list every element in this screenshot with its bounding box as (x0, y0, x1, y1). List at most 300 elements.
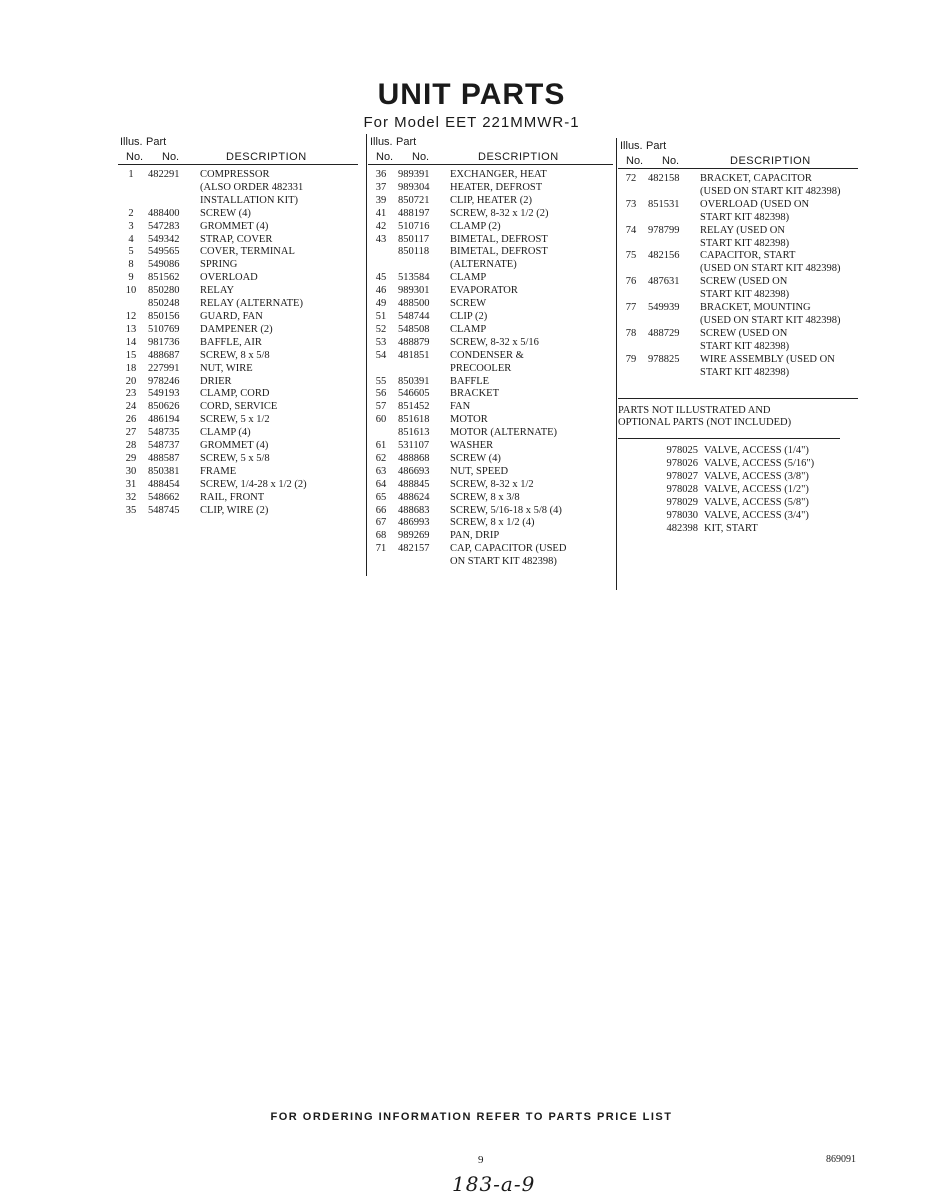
header-illus: Illus. (370, 136, 393, 148)
header-illus: Illus. (620, 140, 643, 152)
part-description: RELAY (200, 285, 235, 297)
illus-no: 68 (375, 530, 387, 542)
parts-row (618, 315, 858, 328)
parts-row (368, 414, 613, 427)
parts-rows (118, 169, 358, 517)
part-no: 488400 (148, 207, 180, 219)
illus-no: 49 (375, 298, 387, 310)
part-no: 981736 (148, 336, 180, 348)
parts-row (368, 543, 613, 556)
column-divider (366, 134, 367, 576)
parts-row (118, 298, 358, 311)
illus-no: 5 (128, 246, 134, 258)
part-description: CLAMP (4) (200, 427, 251, 439)
parts-row (618, 263, 858, 276)
part-no: 227991 (148, 362, 180, 374)
part-no: 548744 (398, 310, 430, 322)
part-no: 850118 (398, 246, 430, 258)
part-no: 549565 (148, 246, 180, 258)
part-description: START KIT 482398) (700, 237, 790, 249)
part-description: SCREW, 8-32 x 5/16 (450, 336, 539, 348)
parts-row (618, 173, 858, 186)
part-no: 482291 (148, 169, 180, 180)
parts-row (368, 221, 613, 234)
part-description: CAPACITOR, START (700, 250, 796, 262)
part-no: 547283 (148, 220, 180, 232)
part-no: 487631 (648, 276, 680, 288)
illus-no: 39 (375, 194, 387, 206)
illus-no: 14 (125, 336, 137, 348)
header-illus-no: No. (376, 151, 394, 163)
page-number: 9 (478, 1154, 484, 1166)
header-part-no: No. (162, 151, 180, 163)
illus-no: 1 (128, 169, 134, 180)
part-no: 488868 (398, 452, 430, 464)
illus-no: 27 (125, 427, 137, 439)
header-part-no: No. (662, 155, 680, 167)
parts-row (118, 505, 358, 518)
part-description: WIRE ASSEMBLY (USED ON (700, 353, 835, 365)
part-description: CLAMP (450, 323, 487, 335)
illus-no: 12 (125, 310, 137, 322)
part-description: SCREW, 8-32 x 1/2 (2) (450, 207, 549, 219)
part-no: 850117 (398, 233, 430, 245)
part-description: KIT, START (704, 522, 758, 534)
part-no: 486194 (148, 414, 180, 426)
part-no (644, 341, 700, 354)
part-description: VALVE, ACCESS (3/4") (704, 509, 809, 521)
parts-row (118, 363, 358, 376)
illus-no (368, 363, 394, 376)
parts-row (618, 328, 858, 341)
illus-no (618, 341, 644, 354)
part-description: VALVE, ACCESS (1/2") (704, 484, 809, 496)
illus-no: 8 (128, 259, 134, 271)
illus-no: 10 (125, 285, 137, 297)
part-no: 513584 (398, 272, 430, 284)
part-description: BAFFLE, AIR (200, 336, 262, 348)
illus-no: 46 (375, 285, 387, 297)
illus-no: 74 (625, 224, 637, 236)
illus-no: 61 (375, 440, 387, 452)
illus-no: 20 (125, 375, 137, 387)
part-no: 548508 (398, 323, 430, 335)
part-description: COMPRESSOR (200, 169, 270, 180)
part-no: 549342 (148, 233, 180, 245)
part-description: BIMETAL, DEFROST (450, 246, 548, 258)
parts-row (118, 195, 358, 208)
illus-no: 3 (128, 220, 134, 232)
notes-line-2: OPTIONAL PARTS (NOT INCLUDED) (618, 417, 792, 429)
illus-no (368, 259, 394, 272)
part-no: 548735 (148, 427, 180, 439)
header-part: Part (146, 136, 167, 148)
parts-row (618, 212, 858, 225)
parts-row (118, 466, 358, 479)
optional-parts-list (618, 445, 858, 535)
part-description: RELAY (USED ON (700, 224, 785, 236)
parts-row (118, 169, 358, 182)
parts-row (368, 246, 613, 259)
illus-no (618, 367, 644, 380)
illus-no (618, 315, 644, 328)
part-no: 978027 (666, 471, 698, 483)
parts-row (368, 272, 613, 285)
parts-row (118, 388, 358, 401)
illus-no: 53 (375, 336, 387, 348)
part-no: 482156 (648, 250, 680, 262)
parts-row (618, 302, 858, 315)
illus-no: 43 (375, 233, 387, 245)
part-no: 482158 (648, 173, 680, 184)
illus-no: 26 (125, 414, 137, 426)
part-description: CORD, SERVICE (200, 401, 278, 413)
parts-row (618, 250, 858, 263)
illus-no (118, 298, 144, 311)
part-no: 488687 (148, 349, 180, 361)
part-description: COVER, TERMINAL (200, 246, 295, 258)
part-description: SCREW, 5/16-18 x 5/8 (4) (450, 504, 562, 516)
illus-no: 30 (125, 465, 137, 477)
part-description: SCREW (4) (200, 207, 251, 219)
part-description: START KIT 482398) (700, 289, 790, 301)
handwritten-note: 183-a-9 (452, 1172, 536, 1196)
parts-row (618, 186, 858, 199)
illus-no: 32 (125, 491, 137, 503)
part-no (644, 315, 700, 328)
part-no (644, 186, 700, 199)
part-no: 549939 (648, 302, 680, 314)
part-no: 486693 (398, 465, 430, 477)
part-description: BRACKET, CAPACITOR (700, 173, 812, 184)
parts-row (368, 388, 613, 401)
illus-no (118, 182, 144, 195)
illus-no: 4 (128, 233, 134, 245)
illus-no: 51 (375, 310, 387, 322)
parts-row (618, 276, 858, 289)
part-description: GROMMET (4) (200, 440, 269, 452)
parts-column-3 (618, 138, 858, 536)
part-no: 488729 (648, 327, 680, 339)
part-no: 850248 (148, 298, 180, 310)
part-no: 851531 (648, 198, 680, 210)
notes-divider (618, 438, 840, 439)
column-header (118, 134, 358, 165)
illus-no: 2 (128, 207, 134, 219)
part-no: 488197 (398, 207, 430, 219)
parts-rows (618, 173, 858, 380)
parts-row (368, 556, 613, 569)
parts-row (368, 208, 613, 221)
header-part: Part (396, 136, 417, 148)
parts-row (618, 289, 858, 302)
part-no: 978028 (666, 484, 698, 496)
part-description: BRACKET (450, 388, 500, 400)
optional-part-row (618, 523, 858, 536)
part-description: BAFFLE (450, 375, 490, 387)
part-no: 548745 (148, 504, 180, 516)
part-no (394, 556, 450, 569)
part-description: (USED ON START KIT 482398) (700, 185, 841, 197)
part-description: WASHER (450, 440, 494, 452)
part-no (144, 182, 200, 195)
header-illus-no: No. (126, 151, 144, 163)
part-no: 510716 (398, 220, 430, 232)
optional-part-row (618, 458, 858, 471)
illus-no: 28 (125, 440, 137, 452)
part-no: 978026 (666, 458, 698, 470)
parts-row (118, 376, 358, 389)
illus-no: 29 (125, 452, 137, 464)
header-description: DESCRIPTION (478, 151, 559, 163)
parts-row (368, 285, 613, 298)
part-description: SCREW (USED ON (700, 276, 788, 288)
illus-no (618, 212, 644, 225)
illus-no: 64 (375, 478, 387, 490)
illus-no: 36 (375, 169, 387, 180)
column-header (618, 138, 858, 169)
part-description: BRACKET, MOUNTING (700, 302, 811, 314)
parts-row (368, 169, 613, 182)
header-illus: Illus. (120, 136, 143, 148)
part-description: (USED ON START KIT 482398) (700, 314, 841, 326)
parts-row (368, 505, 613, 518)
part-no: 488500 (398, 298, 430, 310)
part-no: 488879 (398, 336, 430, 348)
header-description: DESCRIPTION (730, 155, 811, 167)
illus-no: 71 (375, 543, 387, 555)
part-description: RAIL, FRONT (200, 491, 265, 503)
part-no (644, 263, 700, 276)
part-no: 850626 (148, 401, 180, 413)
part-description: GUARD, FAN (200, 310, 263, 322)
part-no: 488454 (148, 478, 180, 490)
illus-no (118, 195, 144, 208)
part-no: 850721 (398, 194, 430, 206)
illus-no: 57 (375, 401, 387, 413)
parts-row (118, 350, 358, 363)
header-description: DESCRIPTION (226, 151, 307, 163)
part-no: 851613 (398, 427, 430, 439)
illus-no: 63 (375, 465, 387, 477)
part-description: VALVE, ACCESS (5/8") (704, 496, 809, 508)
part-no: 546605 (398, 388, 430, 400)
part-description: RELAY (ALTERNATE) (200, 298, 303, 310)
illus-no (618, 238, 644, 251)
parts-row (618, 354, 858, 367)
part-no: 488624 (398, 491, 430, 503)
illus-no: 31 (125, 478, 137, 490)
part-description: CLIP, WIRE (2) (200, 504, 269, 516)
parts-row (368, 337, 613, 350)
illus-no (368, 556, 394, 569)
part-description: BIMETAL, DEFROST (450, 233, 548, 245)
column-divider (616, 138, 617, 590)
part-description: ON START KIT 482398) (450, 556, 557, 568)
parts-row (118, 259, 358, 272)
parts-row (368, 298, 613, 311)
illus-no: 9 (128, 272, 134, 284)
parts-row (118, 221, 358, 234)
part-description: MOTOR (450, 414, 488, 426)
part-no: 978029 (666, 496, 698, 508)
part-description: PAN, DRIP (450, 530, 500, 542)
parts-row (118, 479, 358, 492)
part-description: CLIP, HEATER (2) (450, 194, 532, 206)
part-description: VALVE, ACCESS (1/4") (704, 445, 809, 457)
part-no: 989391 (398, 169, 430, 180)
parts-row (118, 401, 358, 414)
part-description: OVERLOAD (200, 272, 258, 284)
illus-no (618, 289, 644, 302)
optional-part-row (618, 484, 858, 497)
parts-row (118, 337, 358, 350)
optional-part-row (618, 510, 858, 523)
header-part-no: No. (412, 151, 430, 163)
part-no (144, 195, 200, 208)
part-description: SCREW, 8-32 x 1/2 (450, 478, 534, 490)
part-description: GROMMET (4) (200, 220, 269, 232)
part-no: 548662 (148, 491, 180, 503)
part-description: VALVE, ACCESS (3/8") (704, 471, 809, 483)
header-illus-no: No. (626, 155, 644, 167)
part-description: SPRING (200, 259, 238, 271)
part-description: CLAMP (2) (450, 220, 501, 232)
part-description: CONDENSER & (450, 349, 524, 361)
parts-row (618, 225, 858, 238)
part-description: (USED ON START KIT 482398) (700, 263, 841, 275)
part-no (644, 289, 700, 302)
parts-row (118, 414, 358, 427)
parts-row (118, 453, 358, 466)
parts-row (618, 367, 858, 380)
part-no: 850156 (148, 310, 180, 322)
part-no (644, 367, 700, 380)
part-no: 482398 (666, 522, 698, 534)
document-code: 869091 (826, 1154, 856, 1165)
part-description: SCREW, 8 x 5/8 (200, 349, 270, 361)
part-no: 850391 (398, 375, 430, 387)
parts-row (618, 199, 858, 212)
illus-no: 67 (375, 517, 387, 529)
illus-no: 66 (375, 504, 387, 516)
optional-part-row (618, 497, 858, 510)
part-no: 548737 (148, 440, 180, 452)
notes-block (618, 398, 858, 536)
illus-no: 18 (125, 362, 137, 374)
illus-no: 78 (625, 327, 637, 339)
parts-row (118, 311, 358, 324)
parts-row (368, 259, 613, 272)
part-no: 549193 (148, 388, 180, 400)
illus-no: 60 (375, 414, 387, 426)
part-description: DAMPENER (2) (200, 323, 273, 335)
parts-row (618, 341, 858, 354)
part-description: SCREW, 8 x 3/8 (450, 491, 520, 503)
parts-row (118, 234, 358, 247)
part-no: 851562 (148, 272, 180, 284)
parts-row (368, 234, 613, 247)
part-description: CLAMP (450, 272, 487, 284)
part-no: 488587 (148, 452, 180, 464)
part-description: OVERLOAD (USED ON (700, 198, 810, 210)
part-no: 488845 (398, 478, 430, 490)
part-no: 850381 (148, 465, 180, 477)
parts-row (368, 350, 613, 363)
parts-row (368, 492, 613, 505)
part-description: (ALTERNATE) (450, 259, 517, 271)
illus-no (618, 186, 644, 199)
part-description: SCREW, 1/4-28 x 1/2 (2) (200, 478, 307, 490)
illus-no: 62 (375, 452, 387, 464)
part-description: START KIT 482398) (700, 211, 790, 223)
parts-row (118, 182, 358, 195)
column-header (368, 134, 613, 165)
illus-no: 75 (625, 250, 637, 262)
illus-no: 13 (125, 323, 137, 335)
parts-row (368, 530, 613, 543)
part-no: 978825 (648, 353, 680, 365)
illus-no: 72 (625, 173, 637, 184)
part-description: INSTALLATION KIT) (200, 194, 299, 206)
parts-row (368, 195, 613, 208)
part-no: 531107 (398, 440, 430, 452)
part-description: NUT, SPEED (450, 465, 509, 477)
illus-no: 24 (125, 401, 137, 413)
page-title: UNIT PARTS (377, 78, 566, 111)
illus-no: 41 (375, 207, 387, 219)
illus-no: 42 (375, 220, 387, 232)
header-part: Part (646, 140, 667, 152)
ordering-footer: FOR ORDERING INFORMATION REFER TO PARTS PRICE LIST (270, 1111, 673, 1123)
part-description: EVAPORATOR (450, 285, 518, 297)
part-no: 549086 (148, 259, 180, 271)
illus-no: 35 (125, 504, 137, 516)
part-description: CLIP (2) (450, 310, 488, 322)
illus-no: 37 (375, 181, 387, 193)
part-description: SCREW (USED ON (700, 327, 788, 339)
parts-row (368, 466, 613, 479)
optional-part-row (618, 445, 858, 458)
part-description: SCREW, 5 x 1/2 (200, 414, 270, 426)
part-no: 851452 (398, 401, 430, 413)
part-description: FRAME (200, 465, 237, 477)
part-description: START KIT 482398) (700, 340, 790, 352)
parts-row (368, 440, 613, 453)
parts-row (368, 363, 613, 376)
part-description: CAP, CAPACITOR (USED (450, 543, 567, 555)
parts-row (118, 440, 358, 453)
part-no (644, 212, 700, 225)
part-description: PRECOOLER (450, 362, 512, 374)
part-description: NUT, WIRE (200, 362, 253, 374)
part-no: 978246 (148, 375, 180, 387)
part-no: 978799 (648, 224, 680, 236)
part-description: SCREW, 8 x 1/2 (4) (450, 517, 535, 529)
part-no: 488683 (398, 504, 430, 516)
part-description: VALVE, ACCESS (5/16") (704, 458, 815, 470)
part-no (644, 238, 700, 251)
parts-row (368, 182, 613, 195)
parts-row (618, 238, 858, 251)
illus-no: 45 (375, 272, 387, 284)
parts-row (368, 324, 613, 337)
parts-row (118, 492, 358, 505)
illus-no: 55 (375, 375, 387, 387)
part-description: STRAP, COVER (200, 233, 273, 245)
part-description: (ALSO ORDER 482331 (200, 181, 304, 193)
part-no (394, 259, 450, 272)
